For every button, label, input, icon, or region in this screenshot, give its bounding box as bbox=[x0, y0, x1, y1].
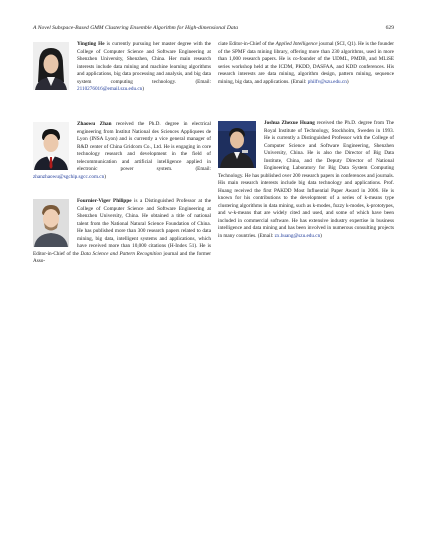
bio-text: is a Distinguished Professor at the College of Computer Science and Software Engineering at Shenzhen University, China. He obtained a title of national talent from the National Natural Science Foundation of China. He has published more than 300 research papers related to data mining, big data, intelligent systems and applications, which have received more than 10,000 citations (H-Index 51). He is Editor-in-Chief of the bbox=[33, 198, 212, 257]
email-label: (Email: bbox=[195, 166, 211, 172]
email-close: ) bbox=[104, 173, 106, 180]
email-label: (Email: bbox=[257, 232, 275, 239]
author-name: Yingting He bbox=[77, 41, 105, 47]
bio-yingting-he bbox=[33, 41, 211, 94]
email-link[interactable]: zx.huang@szu.edu.cn bbox=[274, 232, 321, 239]
bio-fournier-continued bbox=[218, 41, 394, 86]
email-label: (Email: bbox=[290, 78, 308, 85]
bio-text: journal (SCI, Q1). He is the founder of the SPMF data mining library, offering more than 230 algorithms, used in more than 1,000 research papers. He is co-founder of the UDML, PMDB, and MLiSE series workshop held at the ICDM, PKDD, DASFAA, and KDD conferences. His research interests are data mining, algorithm design, pattern mining, sequence mining, big data, and applications. bbox=[218, 41, 395, 85]
author-photo-yingting-he bbox=[33, 42, 69, 90]
portrait-image bbox=[33, 42, 69, 90]
running-head-title: A Novel Subspace-Based GMM Clustering Ensemble Algorithm for High-dimensional Data bbox=[33, 25, 239, 31]
author-photo-joshua-huang bbox=[218, 121, 256, 168]
bio-text: is currently pursuing her master degree with the College of Computer Science and Software Engineering at Shenzhen University, Shenzhen, China. Her main research interests include data mining and machine learning algorithms and applications, big data processing and analysis, and big data system computing technology. bbox=[77, 41, 211, 85]
author-photo-fournier-viger bbox=[33, 199, 69, 247]
journal-name: Applied Intelligence bbox=[275, 41, 318, 47]
page-number: 629 bbox=[385, 25, 394, 31]
email-link[interactable]: 2110276016@email.szu.edu.cn bbox=[77, 86, 143, 92]
bio-text: journal and the former Asso- bbox=[33, 250, 211, 264]
bio-text: received the Ph.D. degree from The Royal Institute of Technology, Stockholm, Sweden in 1993. He is currently a Distinguished Professor with the College of Computer Science and Software Engineering, Shenzhen University, China. He is also the Director of Big Data Institute, China, and the Deputy Director of National Engineering Laboratory for Big Data System Computing Technology. He has published over 200 research papers in conferences and journals. His main research interests include big data technology and applications. Prof. Huang received the first PAKDD Most Influential Paper Award in 2006. He is known for his contributions to the development of a series of k-means type clustering algorithms in data mining, such as k-modes, fuzzy k-modes, k-prototypes, and w-k-means that are widely cited and used, and some of which have been included in commercial software. He has extensive industry expertise in business intelligence and data mining and has been involved in numerous consulting projects in many countries. bbox=[218, 120, 394, 239]
email-link[interactable]: zhanzhaowu@sgchip.sgcc.com.cn bbox=[33, 173, 105, 180]
bio-text: received the Ph.D. degree in electrical engineering from Institut National des Sciences Appliquees de Lyon (INSA Lyon) and is currently a vice general manager of R&D center of China Gridcom Co., Ltd. He is engaging in core technology research and development in the field of telecommunication and artificial intelligence applied in electronic power system. bbox=[77, 121, 211, 172]
bio-text: ciate Editor-in-Chief of the bbox=[218, 41, 276, 47]
author-name: Joshua Zhexue Huang bbox=[264, 120, 315, 126]
author-name: Zhaowu Zhan bbox=[77, 121, 112, 127]
portrait-image bbox=[33, 199, 69, 247]
running-head bbox=[33, 25, 394, 32]
email-close: ) bbox=[346, 78, 349, 85]
email-close: ) bbox=[320, 232, 322, 239]
bio-zhaowu-zhan bbox=[33, 121, 211, 181]
author-photo-zhaowu-zhan bbox=[33, 122, 69, 170]
portrait-image bbox=[218, 121, 256, 168]
bio-joshua-zhexue-huang bbox=[218, 120, 394, 240]
email-label: (Email: bbox=[195, 78, 212, 85]
portrait-image bbox=[33, 122, 69, 170]
email-link[interactable]: philfv@szu.edu.cn bbox=[307, 78, 347, 85]
email-close: ) bbox=[142, 86, 144, 92]
author-name: Fournier-Viger Philippe bbox=[77, 198, 132, 204]
journal-name: Data Science and Pattern Recognition bbox=[80, 250, 162, 257]
bio-fournier-viger-philippe bbox=[33, 198, 211, 266]
